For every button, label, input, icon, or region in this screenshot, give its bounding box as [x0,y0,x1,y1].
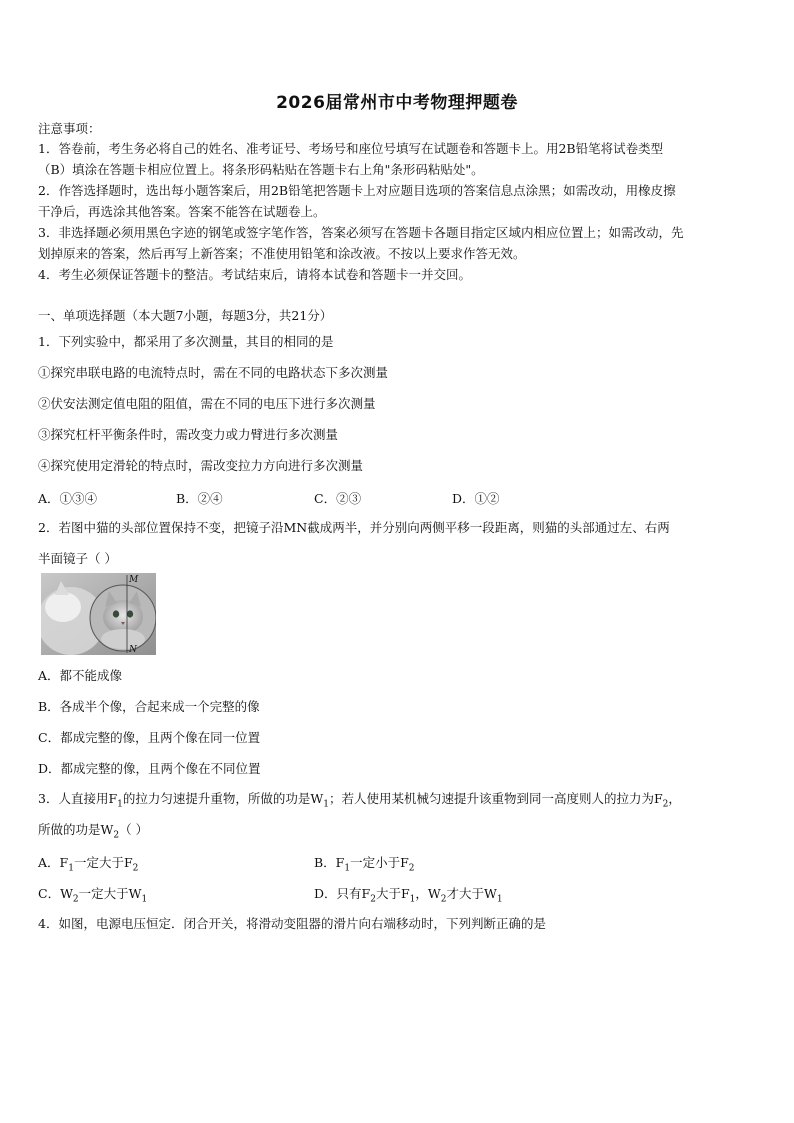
subscript: 1 [117,799,123,810]
option-text: 一定小于F [350,855,409,870]
subscript: 2 [72,894,79,905]
question-3-option-d[interactable] [314,884,503,905]
q3-text: （ ） [119,822,149,837]
question-1-statement: ④探究使用定滑轮的特点时，需改变拉力方向进行多次测量 [38,458,364,473]
question-2-option-d[interactable]: D．都成完整的像，且两个像在不同位置 [38,761,261,776]
question-2-stem: 2．若图中猫的头部位置保持不变，把镜子沿MN截成两半，并分别向两侧平移一段距离，则猫的头部通过左、右两 [38,520,670,535]
subscript: 1 [409,894,416,905]
subscript: 1 [141,894,148,905]
q3-text: ， [668,791,681,806]
subscript: 1 [496,894,503,905]
question-3-option-c[interactable] [38,884,147,905]
subscript: 2 [370,894,376,905]
question-3-stem [38,790,760,814]
option-text: 一定大于F [73,855,133,870]
subscript: 1 [323,799,329,810]
q3-text: 的拉力匀速提升重物，所做的功是W [122,791,324,806]
option-text: ，W [415,886,441,901]
question-1-option-c[interactable]: C．②③ [314,491,362,506]
question-1-statement: ③探究杠杆平衡条件时，需改变力或力臂进行多次测量 [38,427,339,442]
option-text: A．F [38,855,69,870]
question-2-option-c[interactable]: C．都成完整的像，且两个像在同一位置 [38,730,261,745]
figure-label-m: M [129,575,139,585]
option-text: D．只有F [314,886,371,901]
question-2-option-a[interactable]: A．都不能成像 [38,668,123,683]
subscript: 2 [408,863,415,874]
subscript: 2 [113,830,120,841]
notice-line: 2．作答选择题时，选出每小题答案后，用2B铅笔把答题卡上对应题目选项的答案信息点涂黑；如需改动，用橡皮擦 [38,183,676,198]
subscript: 2 [662,799,669,810]
question-1-statement: ②伏安法测定值电阻的阻值，需在不同的电压下进行多次测量 [38,396,376,411]
page-title: 2026届常州市中考物理押题卷 [276,93,518,113]
question-2-option-b[interactable]: B．各成半个像，合起来成一个完整的像 [38,699,260,714]
subscript: 1 [68,863,74,874]
question-2-stem-cont: 半面镜子（ ） [38,551,117,566]
question-1-stem: 1．下列实验中，都采用了多次测量，其目的相同的是 [38,334,334,349]
q3-text: 所做的功是W [38,822,114,837]
option-text: B．F [314,855,345,870]
notice-line: 干净后，再选涂其他答案。答案不能答在试题卷上。 [38,204,326,219]
question-4-stem: 4．如图，电源电压恒定．闭合开关，将滑动变阻器的滑片向右端移动时，下列判断正确的是 [38,916,546,931]
notice-line: 划掉原来的答案，然后再写上新答案；不准使用铅笔和涂改液。不按以上要求作答无效。 [38,246,526,261]
notice-line: （B）填涂在答题卡相应位置上。将条形码粘贴在答题卡右上角"条形码粘贴处"。 [38,162,484,177]
q3-text: 3．人直接用F [38,791,118,806]
option-text: 大于F [375,886,410,901]
question-1-option-d[interactable]: D．①② [452,491,500,506]
question-3-stem-cont [38,821,760,845]
option-text: 一定大于W [78,886,142,901]
question-1-option-a[interactable]: A．①③④ [38,491,98,506]
q3-text: ；若人使用某机械匀速提升该重物到同一高度则人的拉力为F [328,791,663,806]
subscript: 2 [132,863,139,874]
question-3-option-b[interactable] [314,853,415,874]
subscript: 1 [344,863,351,874]
option-text: C．W [38,886,73,901]
section-heading: 一、单项选择题（本大题7小题，每题3分，共21分） [38,308,333,323]
question-1-option-b[interactable]: B．②④ [176,491,223,506]
notice-heading: 注意事项： [38,121,101,136]
question-3-option-a[interactable] [38,853,138,874]
notice-line: 1．答卷前，考生务必将自己的姓名、准考证号、考场号和座位号填写在试题卷和答题卡上。用2B铅笔将试卷类型 [38,141,664,156]
notice-line: 4．考生必须保证答题卡的整洁。考试结束后，请将本试卷和答题卡一并交回。 [38,267,471,282]
cat-mirror-figure [41,573,156,655]
subscript: 2 [440,894,447,905]
figure-label-n: N [129,645,137,655]
notice-line: 3．非选择题必须用黑色字迹的钢笔或签字笔作答，答案必须写在答题卡各题目指定区域内相应位置上；如需改动，先 [38,225,684,240]
option-text: 才大于W [446,886,497,901]
question-1-statement: ①探究串联电路的电流特点时，需在不同的电路状态下多次测量 [38,365,389,380]
